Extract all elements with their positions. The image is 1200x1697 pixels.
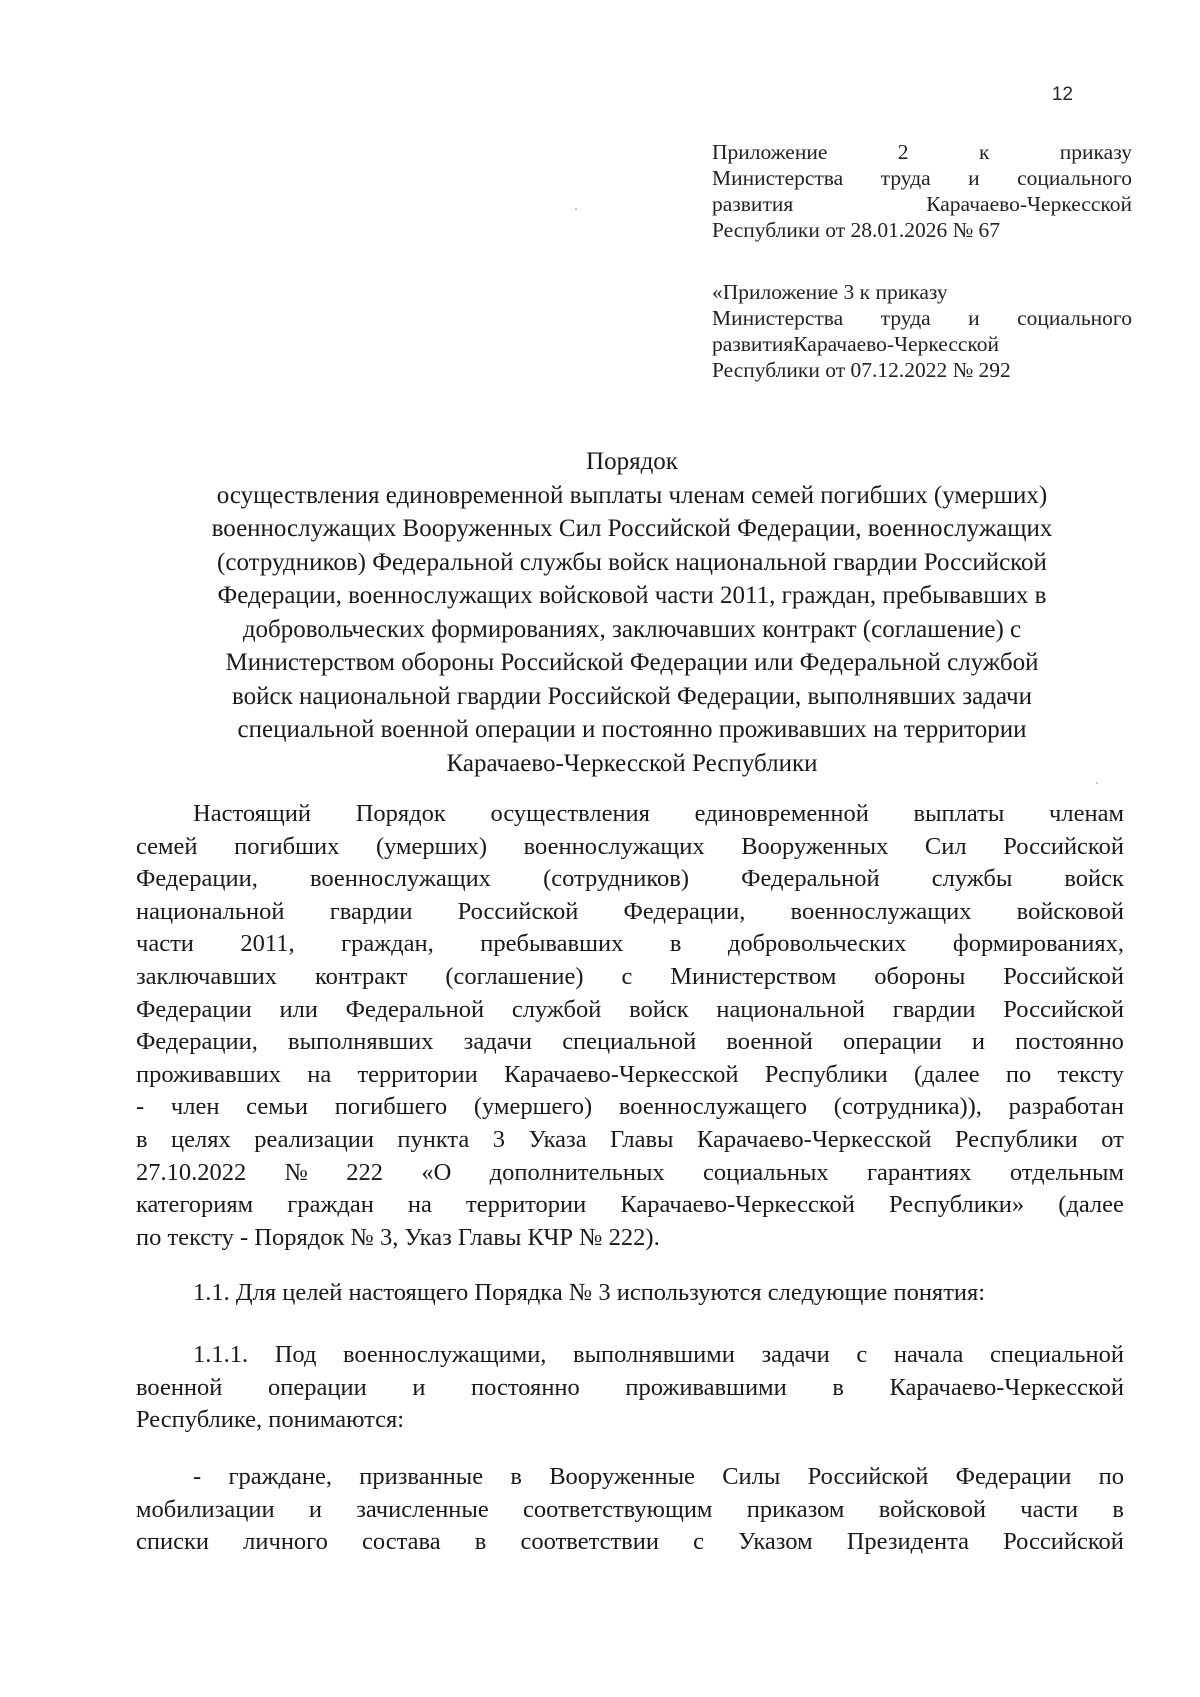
word: постоянно [471,1373,580,1401]
word: гвардии [329,897,413,925]
appendix-header-1 [712,139,1132,243]
word: (сотрудников) [543,865,689,893]
word: на [407,1191,432,1219]
word: Российской [1003,832,1124,860]
word: Федерации, [623,897,746,925]
word: - [136,1093,145,1121]
word: добровольческих [727,930,907,958]
word: Карачаево-Черкесской [696,1125,932,1153]
word: Указом [738,1528,813,1556]
paragraph-introduction [136,798,1124,1254]
word: Президента [846,1528,969,1556]
word: личного [243,1528,328,1556]
appendix-header-2 [712,279,1132,383]
title-line: осуществления единовременной выплаты членам семей погибших (умерших) [216,481,1048,509]
word: соответствии [520,1528,659,1556]
word: на [307,1060,332,1088]
word: к [978,140,990,164]
paragraph-line [136,1526,1124,1559]
word: единовременной [694,800,869,827]
word: 2 [897,140,909,164]
word: Российской [457,897,579,925]
paragraph-line [136,1461,1124,1494]
word: социальных [703,1158,829,1186]
word: Карачаево-Черкесской [620,1191,855,1219]
word: военной [136,1373,223,1401]
word: списки [136,1528,209,1556]
scan-speck [1096,782,1098,784]
word: обороны [874,962,966,990]
word: труда [880,166,931,190]
word: Карачаево-Черкесской [926,192,1132,216]
word: труда [880,306,931,330]
word: - [193,1463,202,1490]
paragraph-line [136,896,1124,929]
word: службы [931,865,1013,893]
word: Министерства [712,306,844,330]
word: 3 [492,1125,505,1153]
word: Порядок [355,800,446,827]
title-line: добровольческих формированиях, заключавших контракт (соглашение) с [242,615,1022,643]
title-line: (сотрудников) Федеральной службы войск национальной гвардии Российской [217,548,1047,576]
word: 27.10.2022 [136,1158,247,1186]
title-line: Министерством обороны Российской Федерации или Федеральной службой [225,649,1039,676]
word: Министерством [670,962,837,990]
word: пункта [397,1125,470,1153]
word: Российской [1003,1528,1124,1556]
appendix-line: Республики от 07.12.2022 № 292 [712,358,1011,382]
word: пребывавших [480,930,624,958]
word: Республики» [888,1191,1025,1219]
word: (далее [1058,1191,1124,1219]
word: член [170,1093,220,1121]
paragraph-line [136,1372,1124,1405]
word: территории [465,1191,587,1219]
word: Республики [764,1060,888,1088]
paragraph-line [136,1124,1124,1157]
document-title [140,445,1124,780]
word: Российской [1003,962,1124,990]
word: с [856,1341,868,1368]
word: или [279,995,318,1023]
word: национальной [716,995,865,1023]
word: осуществления [490,800,650,827]
paragraph-definitions-intro [136,1277,1124,1310]
word: Вооруженных [741,832,889,860]
word: контракт [314,962,408,990]
word: Сил [924,832,967,860]
word: Федерации, [136,1028,258,1056]
word: (далее [913,1060,980,1088]
paragraph-line [136,1157,1124,1190]
word: состава [362,1528,441,1556]
word: войск [1064,865,1124,893]
word: службой [511,995,602,1023]
word: 2011, [240,930,295,958]
word: военнослужащими, [342,1341,547,1368]
paragraph-line [136,1189,1124,1222]
word: (соглашение) [445,962,584,990]
paragraph-line: по тексту - Порядок № 3, Указ Главы КЧР № 222). [136,1223,660,1251]
word: формированиях, [952,930,1124,958]
word: членам [1049,800,1124,827]
appendix-line: Республики от 28.01.2026 № 67 [712,218,1000,242]
paragraph-line [136,1059,1124,1092]
word: развития [712,192,794,216]
word: граждане, [228,1463,332,1490]
word: категориям [136,1191,254,1219]
word: (умерших) [375,832,488,860]
appendix-line [712,305,1132,331]
word: Вооруженные [549,1463,695,1490]
word: Указа [528,1125,587,1153]
title-line: Карачаево-Черкесской Республики [446,749,818,777]
paragraph-line: Республике, понимаются: [136,1406,405,1434]
paragraph-line [136,1339,1124,1372]
word: специальной [562,1028,697,1056]
word: гарантиях [867,1158,972,1186]
word: Карачаево-Черкесской [504,1060,739,1088]
word: соответствующим [523,1495,713,1523]
word: гвардии [892,995,976,1023]
word: с [621,962,633,990]
word: и [412,1373,426,1401]
word: погибших [234,832,340,860]
word: погибшего [334,1093,448,1121]
word: Федерации, [136,865,258,893]
paragraph-line [136,1494,1124,1527]
paragraph-line: 1.1. Для целей настоящего Порядка № 3 используются следующие понятия: [193,1279,986,1306]
word: по [1005,1060,1032,1088]
word: по [1098,1463,1124,1490]
word: (умершего) [473,1093,593,1121]
word: Настоящий [193,800,311,827]
word: Федерации [136,995,252,1023]
title-line: Федерации, военнослужащих войсковой части 2011, граждан, пребывавших в [217,582,1047,609]
word: задачи [761,1341,830,1368]
word: в [669,930,682,958]
word: и [968,166,980,190]
word: с [693,1528,704,1556]
word: в [474,1528,487,1556]
paragraph-line [136,1091,1124,1124]
paragraph-line [136,961,1124,994]
word: граждан, [341,930,434,958]
word: начала [893,1341,964,1368]
word: от [1101,1125,1124,1153]
word: «О [421,1158,452,1186]
word: Российской [807,1463,929,1490]
word: в [136,1125,148,1153]
word: операции [268,1373,367,1401]
word: военнослужащих [523,832,705,860]
appendix-line [712,191,1132,217]
word: 222 [346,1158,384,1186]
word: военной [726,1028,813,1056]
word: войск [629,995,689,1023]
title-heading: Порядок [586,448,678,475]
word: заключавших [136,962,278,990]
word: мобилизации [136,1495,275,1523]
word: части [1020,1495,1079,1523]
appendix-line: развитияКарачаево-Черкесской [712,332,1000,356]
word: военнослужащих [790,897,972,925]
word: Российской [1003,995,1124,1023]
title-line: военнослужащих Вооруженных Сил Российской Федерации, военнослужащих [211,515,1053,542]
scan-speck [575,208,577,210]
word: социального [1017,166,1132,190]
word: постоянно [1015,1028,1124,1056]
word: и [308,1495,322,1523]
word: дополнительных [489,1158,665,1186]
word: (сотрудника)), [833,1093,982,1121]
word: разработан [1008,1093,1124,1121]
word: семей [136,832,198,860]
word: войсковой [878,1495,986,1523]
word: граждан [287,1191,374,1219]
title-line: специальной военной операции и постоянно проживавших на территории [237,716,1027,743]
word: зачисленные [356,1495,489,1523]
paragraph-definition-1-1-1 [136,1339,1124,1437]
word: войсковой [1016,897,1124,925]
word: военнослужащих [309,865,491,893]
word: Министерства [712,166,844,190]
word: части [136,930,194,958]
appendix-line [712,139,1132,165]
paragraph-line [136,994,1124,1027]
paragraph-line [136,863,1124,896]
word: Приложение [712,140,828,164]
appendix-line: «Приложение 3 к приказу [712,280,948,304]
word: реализации [254,1125,374,1153]
word: и [968,306,980,330]
word: национальной [136,897,285,925]
page-number: 12 [1051,84,1073,105]
word: и [971,1028,985,1056]
word: в [1112,1495,1124,1523]
appendix-line [712,165,1132,191]
word: территории [357,1060,478,1088]
word: приказу [1059,140,1132,164]
word: выплаты [913,800,1005,827]
word: тексту [1057,1060,1124,1088]
paragraph-line [136,798,1124,831]
word: № [284,1158,308,1186]
word: Главы [610,1125,674,1153]
word: специальной [989,1341,1124,1368]
word: приказом [746,1495,845,1523]
word: целях [171,1125,231,1153]
word: выполнявшими [573,1341,735,1368]
title-line: войск национальной гвардии Российской Федерации, выполнявших задачи [232,682,1032,710]
word: отдельным [1009,1158,1124,1186]
word: Федеральной [741,865,880,893]
word: 1.1.1. [193,1341,249,1368]
word: Федерации [955,1463,1072,1490]
paragraph-line [136,831,1124,864]
word: проживавшими [625,1373,787,1401]
word: Федеральной [345,995,485,1023]
word: Карачаево-Черкесской [889,1373,1124,1401]
word: призванные [359,1463,484,1490]
word: операции [843,1028,942,1056]
word: задачи [463,1028,533,1056]
word: социального [1017,306,1132,330]
word: в [510,1463,522,1490]
word: в [832,1373,844,1401]
word: выполнявших [288,1028,434,1056]
word: проживавших [136,1060,281,1088]
word: Под [274,1341,317,1368]
word: военнослужащего [618,1093,808,1121]
word: семьи [246,1093,308,1121]
paragraph-line [136,928,1124,961]
paragraph-citizens-mobilized [136,1461,1124,1559]
word: Республики [954,1125,1078,1153]
word: Силы [722,1463,781,1490]
paragraph-line [136,1026,1124,1059]
